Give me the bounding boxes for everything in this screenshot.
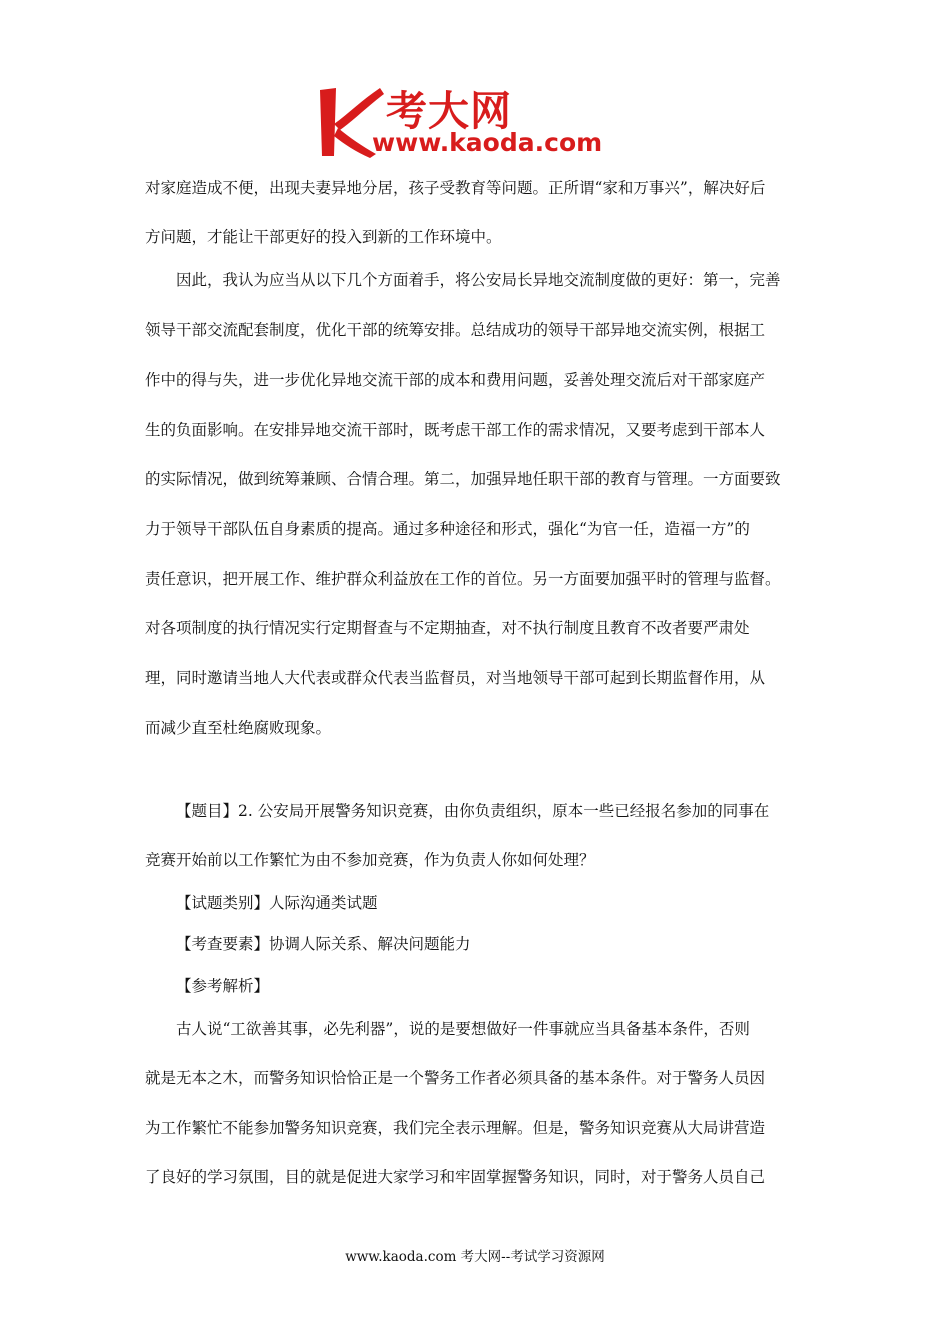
body-line: 了良好的学习氛围，目的就是促进大家学习和牢固掌握警务知识，同时，对于警务人员自己 (145, 1168, 766, 1186)
body-line: 方问题，才能让干部更好的投入到新的工作环境中。 (145, 228, 502, 246)
brand-url: www.kaoda.com (372, 128, 603, 157)
question-elements: 【考查要素】协调人际关系、解决问题能力 (176, 935, 471, 953)
body-line: 作中的得与失，进一步优化异地交流干部的成本和费用问题，妥善处理交流后对干部家庭产 (145, 371, 766, 389)
body-line: 因此，我认为应当从以下几个方面着手，将公安局长异地交流制度做的更好：第一，完善 (176, 271, 781, 289)
body-line: 的实际情况，做到统筹兼顾、合情合理。第二，加强异地任职干部的教育与管理。一方面要致 (145, 470, 781, 488)
reference-heading: 【参考解析】 (176, 977, 270, 995)
body-line: 生的负面影响。在安排异地交流干部时，既考虑干部工作的需求情况，又要考虑到干部本人 (145, 421, 766, 439)
body-line: 对各项制度的执行情况实行定期督查与不定期抽查，对不执行制度且教育不改者要严肃处 (145, 619, 750, 637)
body-line: 就是无本之木，而警务知识恰恰正是一个警务工作者必须具备的基本条件。对于警务人员因 (145, 1069, 766, 1087)
body-line: 竞赛开始前以工作繁忙为由不参加竞赛，作为负责人你如何处理？ (145, 851, 595, 869)
body-line: 而减少直至杜绝腐败现象。 (145, 719, 332, 737)
body-line: 古人说“工欲善其事，必先利器”，说的是要想做好一件事就应当具备基本条件，否则 (176, 1020, 750, 1038)
body-line: 为工作繁忙不能参加警务知识竞赛，我们完全表示理解。但是，警务知识竞赛从大局讲营造 (145, 1119, 766, 1137)
question-title: 【题目】2. 公安局开展警务知识竞赛，由你负责组织，原本一些已经报名参加的同事在 (176, 802, 770, 820)
body-line: 力于领导干部队伍自身素质的提高。通过多种途径和形式，强化“为官一任，造福一方”的 (145, 520, 750, 538)
body-line: 对家庭造成不便，出现夫妻异地分居，孩子受教育等问题。正所谓“家和万事兴”，解决好后 (145, 179, 766, 197)
body-line: 责任意识，把开展工作、维护群众利益放在工作的首位。另一方面要加强平时的管理与监督。 (145, 570, 781, 588)
site-logo (318, 84, 638, 160)
question-type: 【试题类别】人际沟通类试题 (176, 894, 378, 912)
body-line: 领导干部交流配套制度，优化干部的统筹安排。总结成功的领导干部异地交流实例，根据工 (145, 321, 766, 339)
body-line: 理，同时邀请当地人大代表或群众代表当监督员，对当地领导干部可起到长期监督作用，从 (145, 669, 766, 687)
brand-name: 考大网 (386, 87, 512, 135)
page-footer: www.kaoda.com 考大网--考试学习资源网 (345, 1249, 605, 1265)
